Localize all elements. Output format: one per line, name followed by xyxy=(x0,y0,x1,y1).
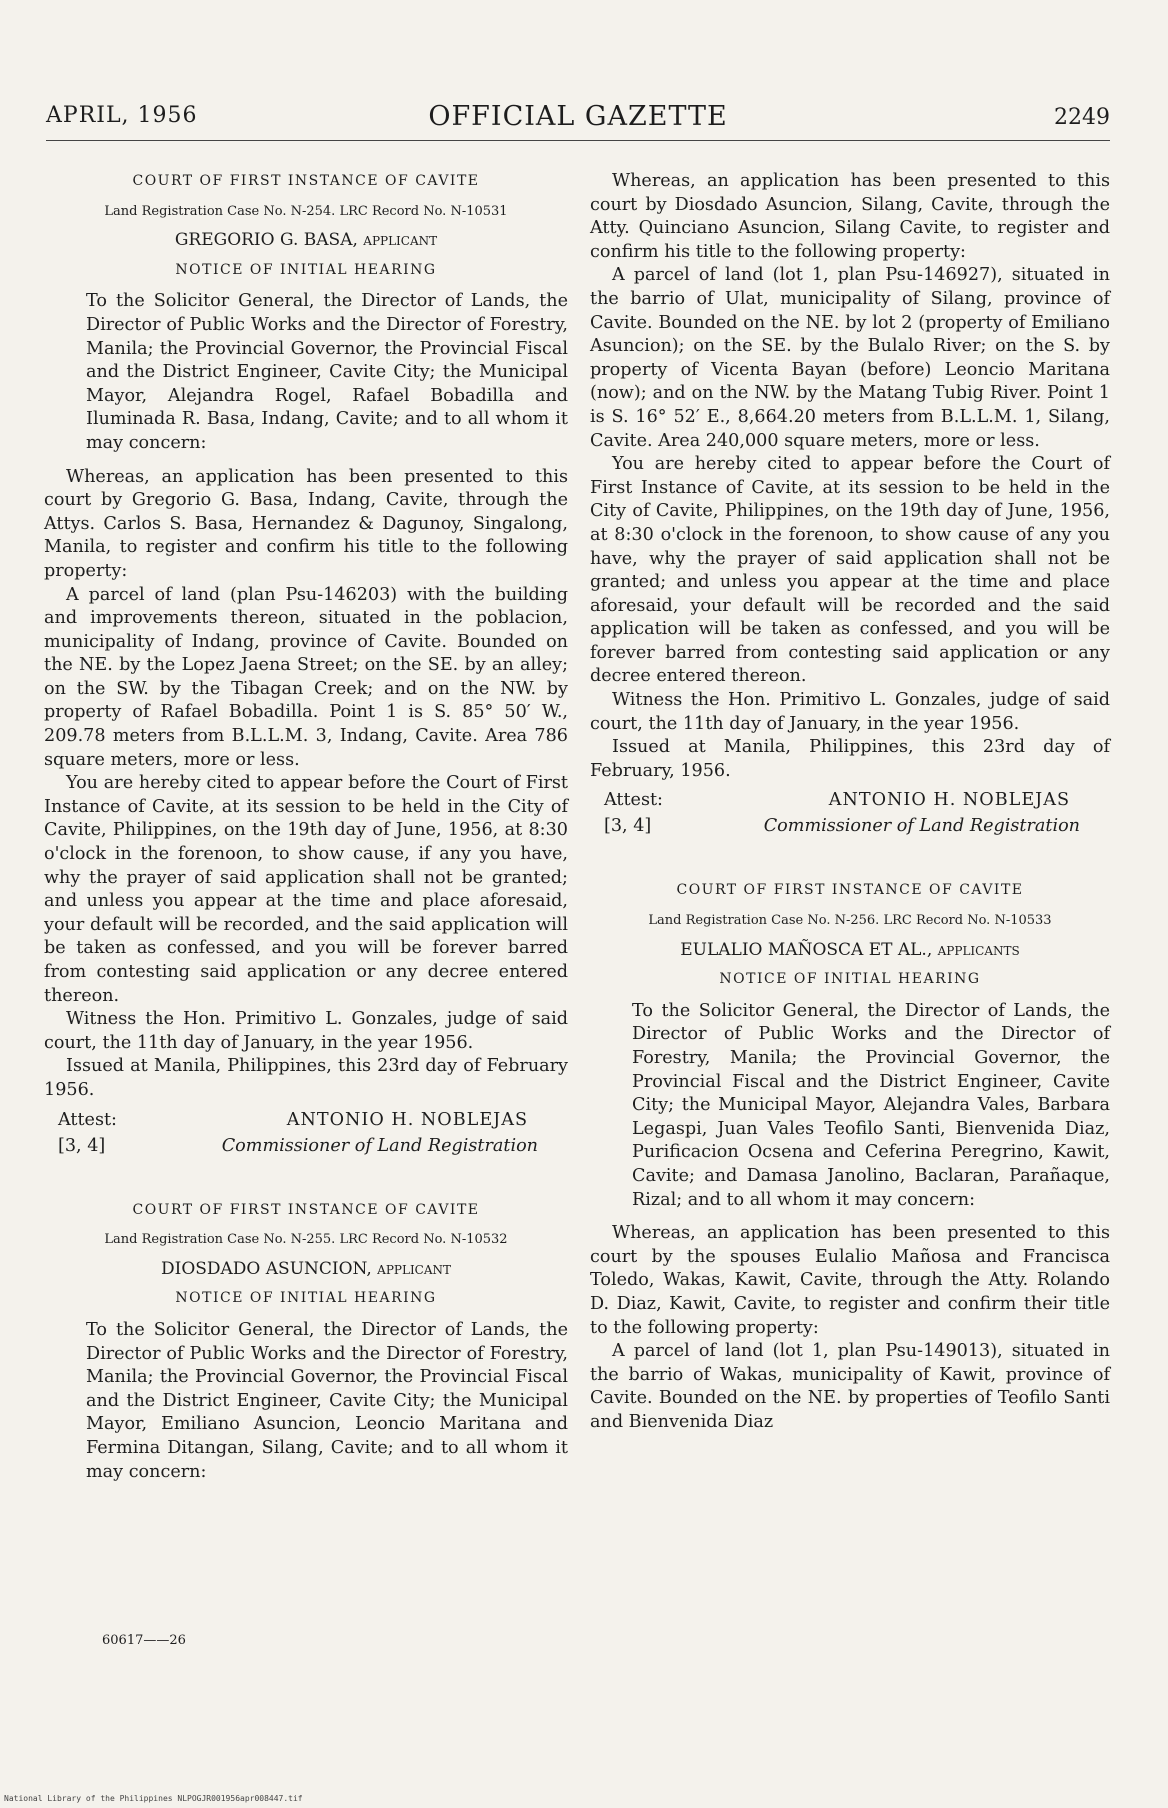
addressees-text: To the Solicitor General, the Director of Lands, the Director of Public Works and the Director of Forestry, Manila; the Provincial Governor, the Provincial Fiscal and the District Engineer, Cavite City; the Municipal Mayor, Alejandra Vales, Barbara Legaspi, Juan Vales Teofilo Santi, Bienvenida Diaz, Purificacion Ocsena and Ceferina Peregrino, Kawit, Cavite; and Damasa Janolino, Baclaran, Parañaque, Rizal; and to all whom it may concern: xyxy=(632,1000,1110,1210)
paragraph: Whereas, an application has been presented to this court by Diosdado Asuncion, Silang, Cavite, through the Atty. Quinciano Asuncion, Silang Cavite, to register and confirm his title to the following property: xyxy=(590,171,1110,262)
attest-row xyxy=(44,1109,568,1135)
applicant-line: DIOSDADO ASUNCION, applicant xyxy=(160,1258,452,1279)
signatory-title: Commissioner of Land Registration xyxy=(763,816,1080,837)
court-heading: COURT OF FIRST INSTANCE OF CAVITE xyxy=(132,1201,480,1218)
addressees xyxy=(590,1000,1110,1212)
signatory-name: ANTONIO H. NOBLEJAS xyxy=(828,790,1070,811)
paragraph: Witness the Hon. Primitivo L. Gonzales, judge of said court, the 11th day of January, in the year 1956. xyxy=(44,1009,568,1053)
notice-heading: NOTICE OF INITIAL HEARING xyxy=(175,1290,437,1307)
paragraph: Issued at Manila, Philippines, this 23rd day of February, 1956. xyxy=(590,737,1110,781)
applicant-line: EULALIO MAÑOSCA ET AL., applicants xyxy=(680,939,1020,960)
addressees-text: To the Solicitor General, the Director of Lands, the Director of Public Works and the Director of Forestry, Manila; the Provincial Governor, the Provincial Fiscal and the District Engineer, Cavite City; the Municipal Mayor, Emiliano Asuncion, Leoncio Maritana and Fermina Ditangan, Silang, Cavite; and to all whom it may concern: xyxy=(86,1319,568,1482)
case-number: Land Registration Case No. N-255. LRC Record No. N-10532 xyxy=(104,1232,508,1248)
paragraph: Witness the Hon. Primitivo L. Gonzales, judge of said court, the 11th day of January, in the year 1956. xyxy=(590,690,1110,734)
header-rule xyxy=(46,140,1110,141)
notice-heading: NOTICE OF INITIAL HEARING xyxy=(175,261,437,278)
issue-date: APRIL, 1956 xyxy=(46,103,198,128)
attest-ref-row xyxy=(44,1135,568,1161)
addressees xyxy=(44,1319,568,1484)
issue-reference: [3, 4] xyxy=(58,1135,106,1156)
scan-source-note: National Library of the Philippines NLPOGJR001956apr008447.tif xyxy=(4,1794,303,1803)
paragraph: A parcel of land (plan Psu-146203) with the building and improvements thereon, situated in the poblacion, municipality of Indang, province of Cavite. Bounded on the NE. by the Lopez Jaena Street; on the SE. by an alley; on the SW. by the Tibagan Creek; and on the NW. by property of Rafael Bobadilla. Point 1 is S. 85° 50′ W., 209.78 meters from B.L.L.M. 3, Indang, Cavite. Area 786 square meters, more or less. xyxy=(44,584,568,770)
attest-row xyxy=(590,789,1110,815)
court-heading: COURT OF FIRST INSTANCE OF CAVITE xyxy=(132,173,480,189)
publication-title: OFFICIAL GAZETTE xyxy=(428,101,728,132)
attest-label: Attest: xyxy=(604,790,663,811)
paragraph: You are hereby cited to appear before the Court of First Instance of Cavite, at its session to be held in the City of Cavite, Philippines, on the 19th day of June, 1956, at 8:30 o'clock in the forenoon, to show cause of any you have, why the prayer of said application shall not be granted; and unless you appear at the time and place aforesaid, your default will be recorded and the said application will be taken as confessed, and you will be forever barred from contesting said application or any decree entered thereon. xyxy=(590,454,1110,687)
attest-ref-row xyxy=(590,815,1110,841)
section-separator xyxy=(590,845,1110,879)
notice-n256 xyxy=(590,879,1110,1434)
paragraph: Whereas, an application has been presented to this court by Gregorio G. Basa, Indang, Cavite, through the Attys. Carlos S. Basa, Hernandez & Dagunoy, Singalong, Manila, to register and confirm his title to the following property: xyxy=(44,466,568,581)
signatory-name: ANTONIO H. NOBLEJAS xyxy=(286,1109,528,1130)
issue-reference: [3, 4] xyxy=(604,816,652,837)
signatory-title: Commissioner of Land Registration xyxy=(221,1135,538,1156)
notice-heading: NOTICE OF INITIAL HEARING xyxy=(719,971,981,988)
page-number: 2249 xyxy=(1054,105,1110,130)
case-number: Land Registration Case No. N-254. LRC Record No. N-10531 xyxy=(104,203,508,219)
paragraph: A parcel of land (lot 1, plan Psu-149013), situated in the barrio of Wakas, municipality of Kawit, province of Cavite. Bounded on the NE. by properties of Teofilo Santi and Bienvenida Diaz xyxy=(590,1341,1110,1432)
page-header xyxy=(46,103,1110,143)
applicant-line: GREGORIO G. BASA, applicant xyxy=(174,230,438,251)
section-separator xyxy=(44,1165,568,1199)
addressees xyxy=(44,290,568,455)
court-heading: COURT OF FIRST INSTANCE OF CAVITE xyxy=(676,882,1024,899)
left-column xyxy=(44,170,568,1494)
footer-code: 60617——26 xyxy=(102,1633,186,1648)
paragraph: A parcel of land (lot 1, plan Psu-146927), situated in the barrio of Ulat, municipality of Silang, province of Cavite. Bounded on the NE. by lot 2 (property of Emiliano Asuncion); on the SE. by the Bulalo River; on the S. by property of Vicenta Bayan (before) Leoncio Maritana (now); and on the NW. by the Matang Tubig River. Point 1 is S. 16° 52′ E., 8,664.20 meters from B.L.L.M. 1, Silang, Cavite. Area 240,000 square meters, more or less. xyxy=(590,265,1110,451)
notice-n254 xyxy=(44,170,568,1161)
paragraph: Whereas, an application has been presented to this court by the spouses Eulalio Mañosa and Francisca Toledo, Wakas, Kawit, Cavite, through the Atty. Rolando D. Diaz, Kawit, Cavite, to register and confirm their title to the following property: xyxy=(590,1223,1110,1338)
case-number: Land Registration Case No. N-256. LRC Record No. N-10533 xyxy=(648,913,1052,929)
attest-label: Attest: xyxy=(58,1109,117,1130)
notice-n255-start xyxy=(44,1199,568,1485)
addressees-text: To the Solicitor General, the Director of Lands, the Director of Public Works and the Director of Forestry, Manila; the Provincial Governor, the Provincial Fiscal and the District Engineer, Cavite City; the Municipal Mayor, Alejandra Rogel, Rafael Bobadilla and Iluminada R. Basa, Indang, Cavite; and to all whom it may concern: xyxy=(86,291,568,453)
notice-n255-continued xyxy=(590,170,1110,841)
paragraph: You are hereby cited to appear before the Court of First Instance of Cavite, at its session to be held in the City of Cavite, Philippines, on the 19th day of June, 1956, at 8:30 o'clock in the forenoon, to show cause, if any you have, why the prayer of said application shall not be granted; and unless you appear at the time and place aforesaid, your default will be recorded, and the said application will be taken as confessed, and you will be forever barred from contesting said application or any decree entered thereon. xyxy=(44,773,568,1006)
right-column xyxy=(590,170,1110,1439)
paragraph: Issued at Manila, Philippines, this 23rd day of February 1956. xyxy=(44,1056,568,1100)
